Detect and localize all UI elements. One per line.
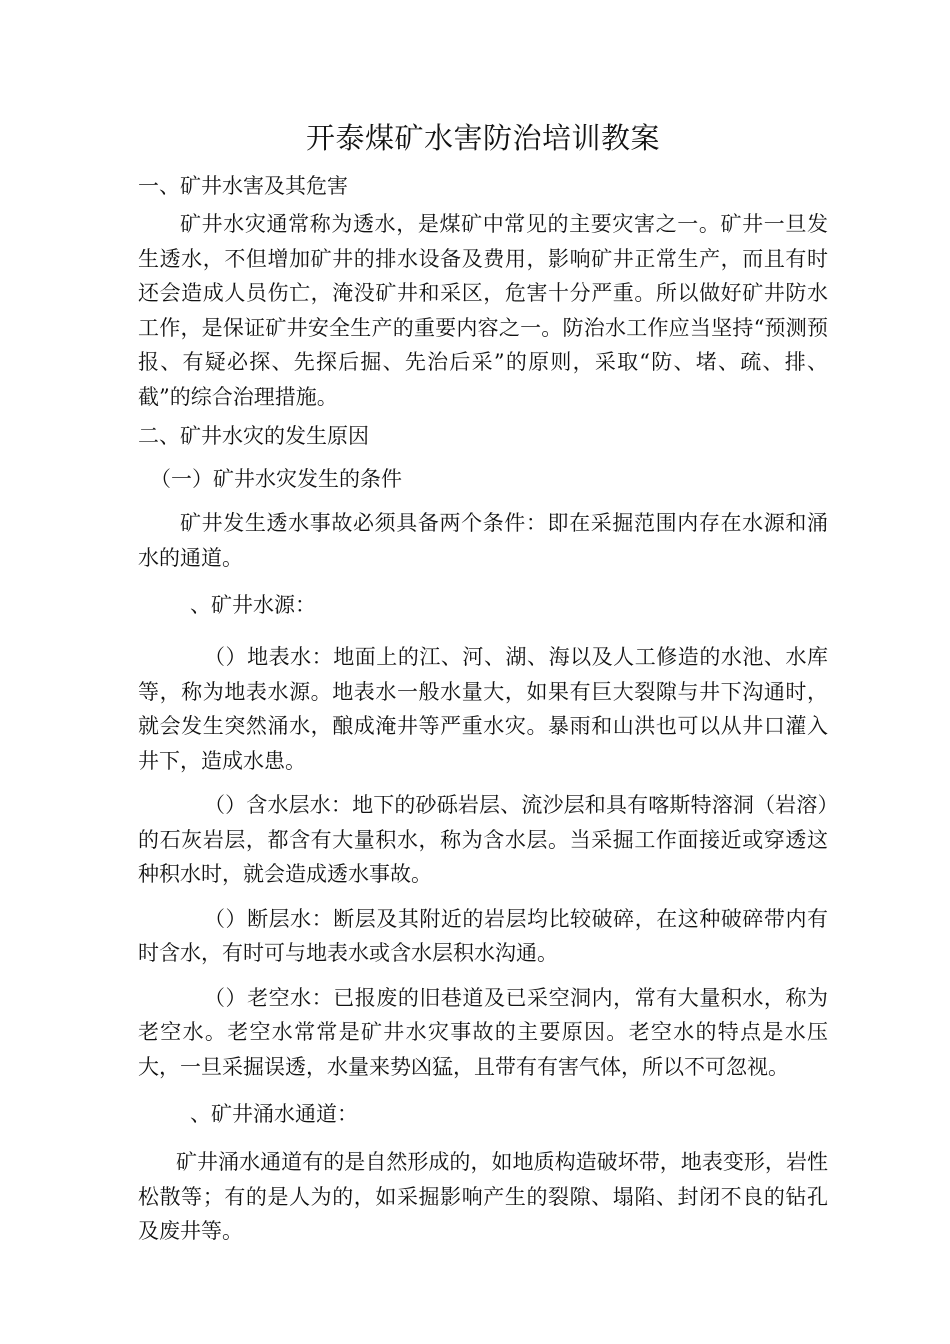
paragraph-water-channel: 矿井涌水通道有的是自然形成的，如地质构造破坏带，地表变形，岩性松散等；有的是人为的，如采掘影响产生的裂隙、塌陷、封闭不良的钻孔及废井等。: [138, 1150, 828, 1243]
heading-water-channel: 、矿井涌水通道：: [190, 1102, 358, 1126]
document-title: 开泰煤矿水害防治培训教案: [305, 121, 660, 155]
paragraph-water-hazard-intro: 矿井水灾通常称为透水，是煤矿中常见的主要灾害之一。矿井一旦发生透水，不但增加矿井的排水设备及费用，影响矿井正常生产，而且有时还会造成人员伤亡，淹没矿井和采区，危害十分严重。所以做好矿井防水工作，是保证矿井安全生产的重要内容之一。防治水工作应当坚持“预测预报、有疑必探、先探后掘、先治后采”的原则，采取“防、堵、疏、排、截”的综合治理措施。: [138, 212, 828, 409]
paragraph-aquifer-water: （）含水层水：地下的砂砾岩层、流沙层和具有喀斯特溶洞（岩溶）的石灰岩层，都含有大量积水，称为含水层。当采掘工作面接近或穿透这种积水时，就会造成透水事故。: [138, 793, 828, 886]
paragraph-surface-water: （）地表水：地面上的江、河、湖、海以及人工修造的水池、水库等，称为地表水源。地表水一般水量大，如果有巨大裂隙与井下沟通时，就会发生突然涌水，酿成淹井等严重水灾。暴雨和山洪也可以从井口灌入井下，造成水患。: [138, 645, 828, 773]
paragraph-fault-water: （）断层水：断层及其附近的岩层均比较破碎，在这种破碎带内有时含水，有时可与地表水或含水层积水沟通。: [138, 906, 828, 965]
paragraph-conditions: 矿井发生透水事故必须具备两个条件：即在采掘范围内存在水源和涌水的通道。: [138, 511, 828, 570]
subsection-heading-conditions: （一）矿井水灾发生的条件: [150, 467, 402, 491]
section-heading-causes: 二、矿井水灾的发生原因: [138, 424, 369, 448]
section-heading-water-hazard: 一、矿井水害及其危害: [138, 174, 348, 198]
document-body: [138, 118, 828, 1249]
heading-water-source: 、矿井水源：: [190, 593, 316, 617]
paragraph-old-void-water: （）老空水：已报废的旧巷道及已采空洞内，常有大量积水，称为老空水。老空水常常是矿井水灾事故的主要原因。老空水的特点是水压大，一旦采掘误透，水量来势凶猛，且带有有害气体，所以不可忽视。: [138, 985, 828, 1079]
